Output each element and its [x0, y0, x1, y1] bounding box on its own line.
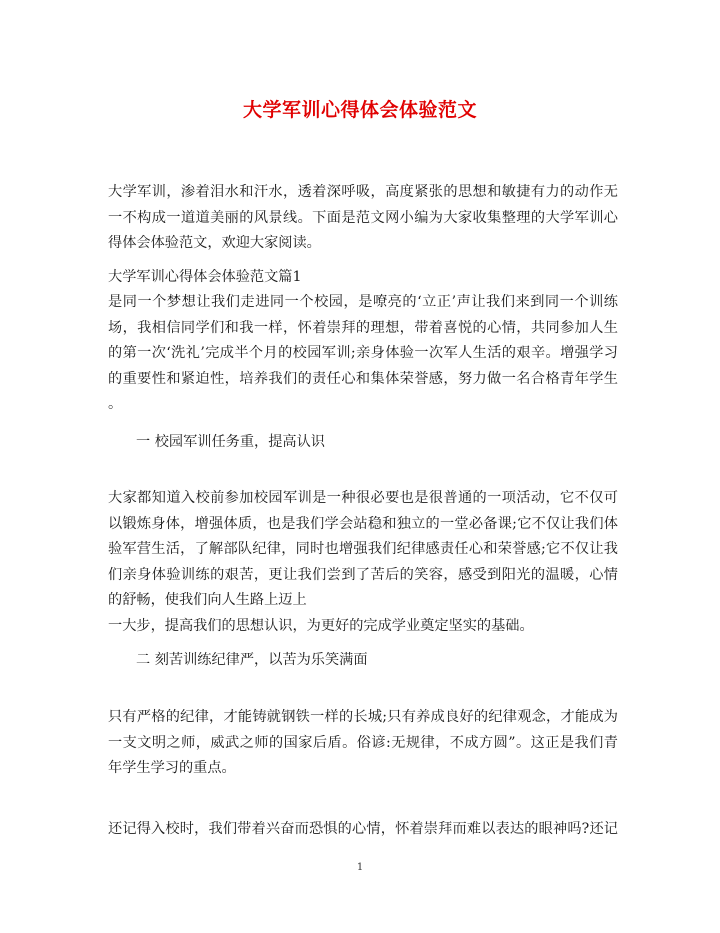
paragraph-line: 的重要性和紧迫性，培养我们的责任心和集体荣誉感，努力做一名合格青年学生 — [108, 370, 618, 387]
paragraph-line: 还记得入校时，我们带着兴奋而恐惧的心情，怀着崇拜而难以表达的眼神吗?还记 — [108, 821, 618, 837]
paragraph-line: 们亲身体验训练的艰苦，更让我们尝到了苦后的笑容，感受到阳光的温暖，心情 — [108, 566, 618, 583]
heading-2: 二 刻苦训练纪律严，以苦为乐笑满面 — [136, 652, 368, 668]
intro-line: 得体会体验范文，欢迎大家阅读。 — [108, 235, 321, 252]
paragraph-line: 是同一个梦想让我们走进同一个校园，是嘹亮的‘立正’声让我们来到同一个训练 — [108, 294, 618, 310]
paragraph-line: 只有严格的纪律，才能铸就钢铁一样的长城;只有养成良好的纪律观念，才能成为 — [108, 709, 618, 725]
document-title: 大学军训心得体会体验范文 — [242, 99, 477, 121]
page-number: 1 — [356, 862, 364, 873]
paragraph-line: 大家都知道入校前参加校园军训是一种很必要也是很普通的一项活动，它不仅可 — [108, 490, 618, 506]
section-title: 大学军训心得体会体验范文篇1 — [108, 269, 302, 285]
heading-1: 一 校园军训任务重，提高认识 — [136, 434, 325, 450]
paragraph-line: 。 — [108, 396, 123, 413]
intro-line: 大学军训，渗着泪水和汗水，透着深呼吸，高度紧张的思想和敏捷有力的动作无 — [108, 184, 618, 200]
paragraph-1 — [108, 290, 618, 418]
paragraph-4 — [108, 817, 618, 843]
paragraph-2 — [108, 486, 618, 640]
paragraph-line: 年学生学习的重点。 — [108, 760, 236, 777]
intro-line: 一不构成一道道美丽的风景线。下面是范文网小编为大家收集整理的大学军训心 — [108, 209, 618, 226]
paragraph-line: 的第一次‘洗礼’完成半个月的校园军训;亲身体验一次军人生活的艰辛。增强学习 — [108, 345, 618, 362]
paragraph-line: 一支文明之师，威武之师的国家后盾。俗谚:无规律，不成方圆”。这正是我们青 — [108, 734, 618, 751]
paragraph-line: 验军营生活，了解部队纪律，同时也增强我们纪律感责任心和荣誉感;它不仅让我 — [108, 541, 618, 558]
paragraph-3 — [108, 705, 618, 782]
paragraph-line: 一大步，提高我们的思想认识，为更好的完成学业奠定坚实的基础。 — [108, 617, 534, 634]
paragraph-line: 以锻炼身体，增强体质，也是我们学会站稳和独立的一堂必备课;它不仅让我们体 — [108, 515, 618, 532]
intro-paragraph — [108, 180, 618, 257]
paragraph-line: 的舒畅，使我们向人生路上迈上 — [108, 592, 307, 609]
paragraph-line: 场，我相信同学们和我一样，怀着崇拜的理想，带着喜悦的心情，共同参加人生 — [108, 319, 618, 336]
